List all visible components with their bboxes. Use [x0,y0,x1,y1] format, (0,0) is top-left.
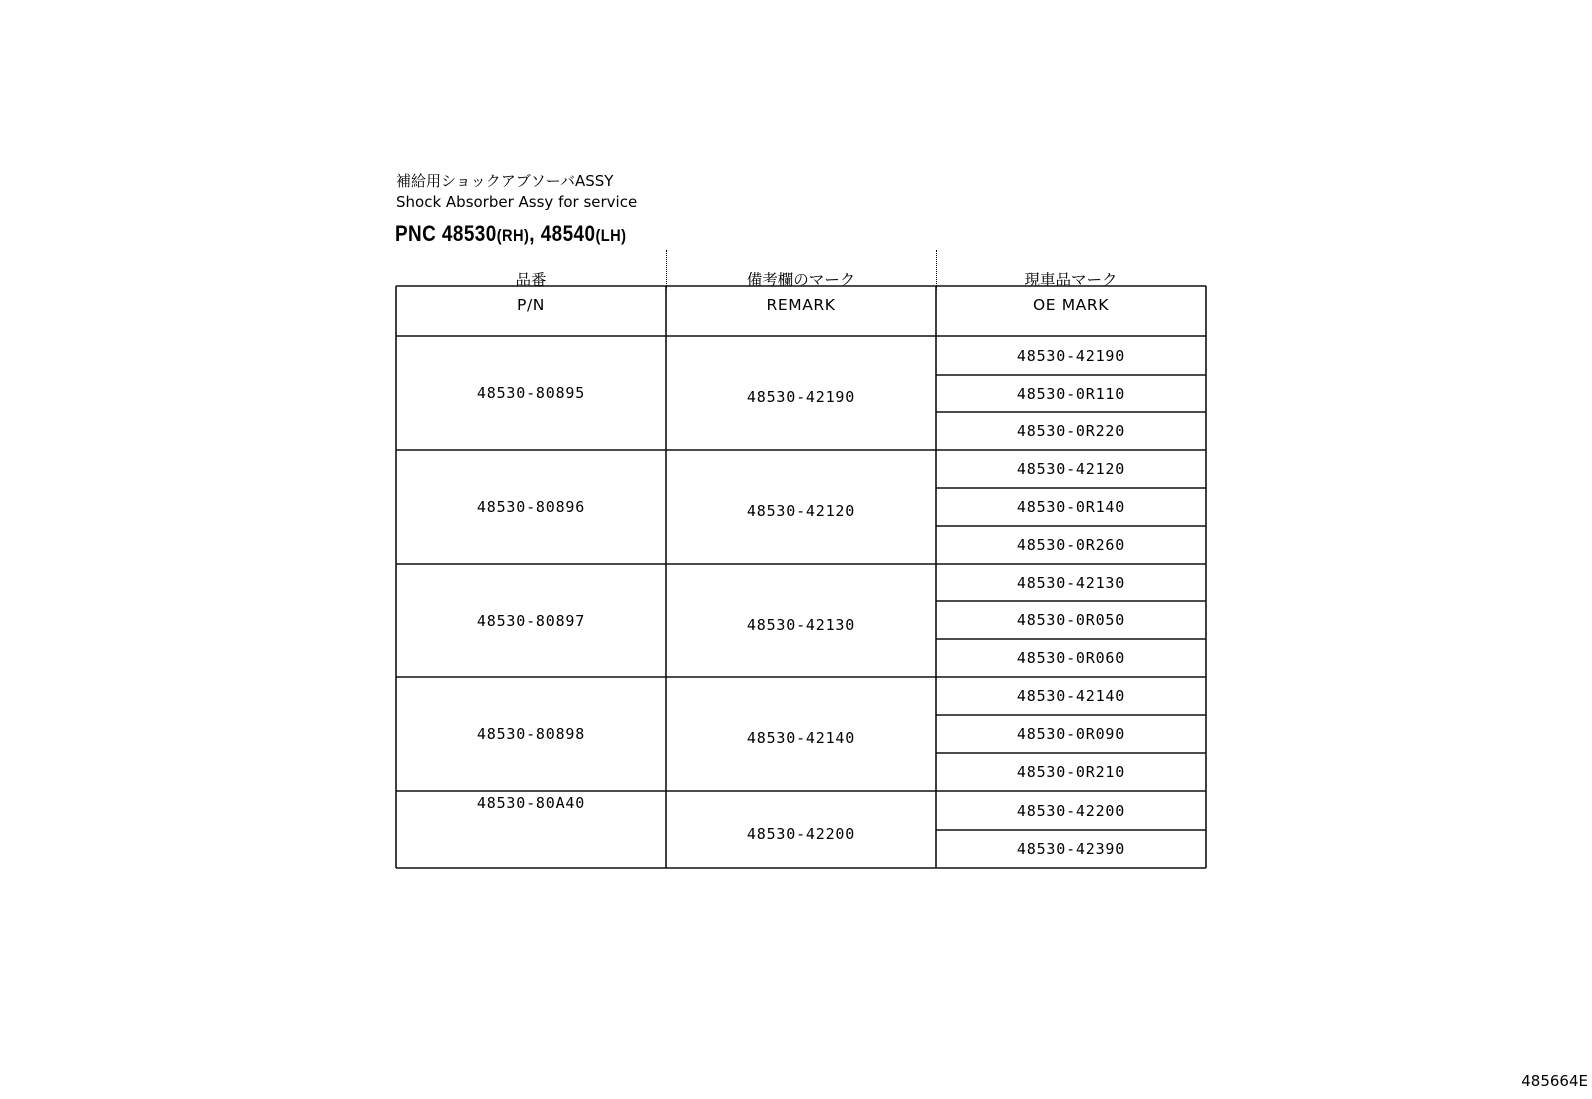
oe-mark-cell: 48530-42390 [1016,840,1126,858]
pnc-rh-number: 48530 [441,221,497,246]
oe-mark-cell: 48530-0R060 [1016,649,1126,667]
oe-mark-cell: 48530-42200 [1016,801,1126,820]
oe-mark-cell: 48530-0R140 [1016,498,1126,516]
pnc-label: PNC [395,221,437,246]
oe-mark-cell: 48530-0R110 [1016,384,1126,403]
remark-cell: 48530-42190 [746,388,856,406]
rh-tag: (RH) [496,226,530,245]
pnc-lh-number: 48540 [540,221,596,246]
pn-cell: 48530-80897 [476,611,586,630]
header-remark: REMARK [766,296,836,314]
header-pn-jp: 品番 [515,271,547,289]
oe-mark-cell: 48530-0R090 [1016,725,1126,743]
pn-cell: 48530-80A40 [476,794,586,812]
oe-mark-cell: 48530-42190 [1016,346,1126,365]
remark-cell: 48530-42200 [746,824,856,843]
header-pn: P/N [517,296,545,314]
remark-cell: 48530-42140 [746,729,856,747]
title-english: Shock Absorber Assy for service [396,193,638,211]
remark-cell: 48530-42120 [746,502,856,520]
oe-mark-cell: 48530-42120 [1016,460,1126,478]
oe-mark-cell: 48530-0R260 [1016,536,1126,554]
oe-mark-cell: 48530-0R220 [1016,422,1126,440]
oe-mark-cell: 48530-42130 [1016,573,1126,592]
remark-cell: 48530-42130 [746,615,856,634]
pn-cell: 48530-80896 [476,498,586,516]
oe-mark-cell: 48530-42140 [1016,687,1126,705]
document-id: 485664E [1521,1072,1588,1090]
header-remark-jp: 備考欄のマーク [746,271,856,289]
oe-mark-cell: 48530-0R210 [1016,763,1126,781]
pnc-comma: , [529,221,535,246]
pn-cell: 48530-80898 [476,725,586,743]
oe-mark-cell: 48530-0R050 [1016,611,1126,629]
pn-cell: 48530-80895 [476,384,586,402]
title-japanese: 補給用ショックアブソーバASSY [396,172,614,190]
header-oe-mark: OE MARK [1032,296,1110,314]
header-oe-mark-jp: 現車品マーク [1024,271,1118,289]
lh-tag: (LH) [595,226,627,245]
